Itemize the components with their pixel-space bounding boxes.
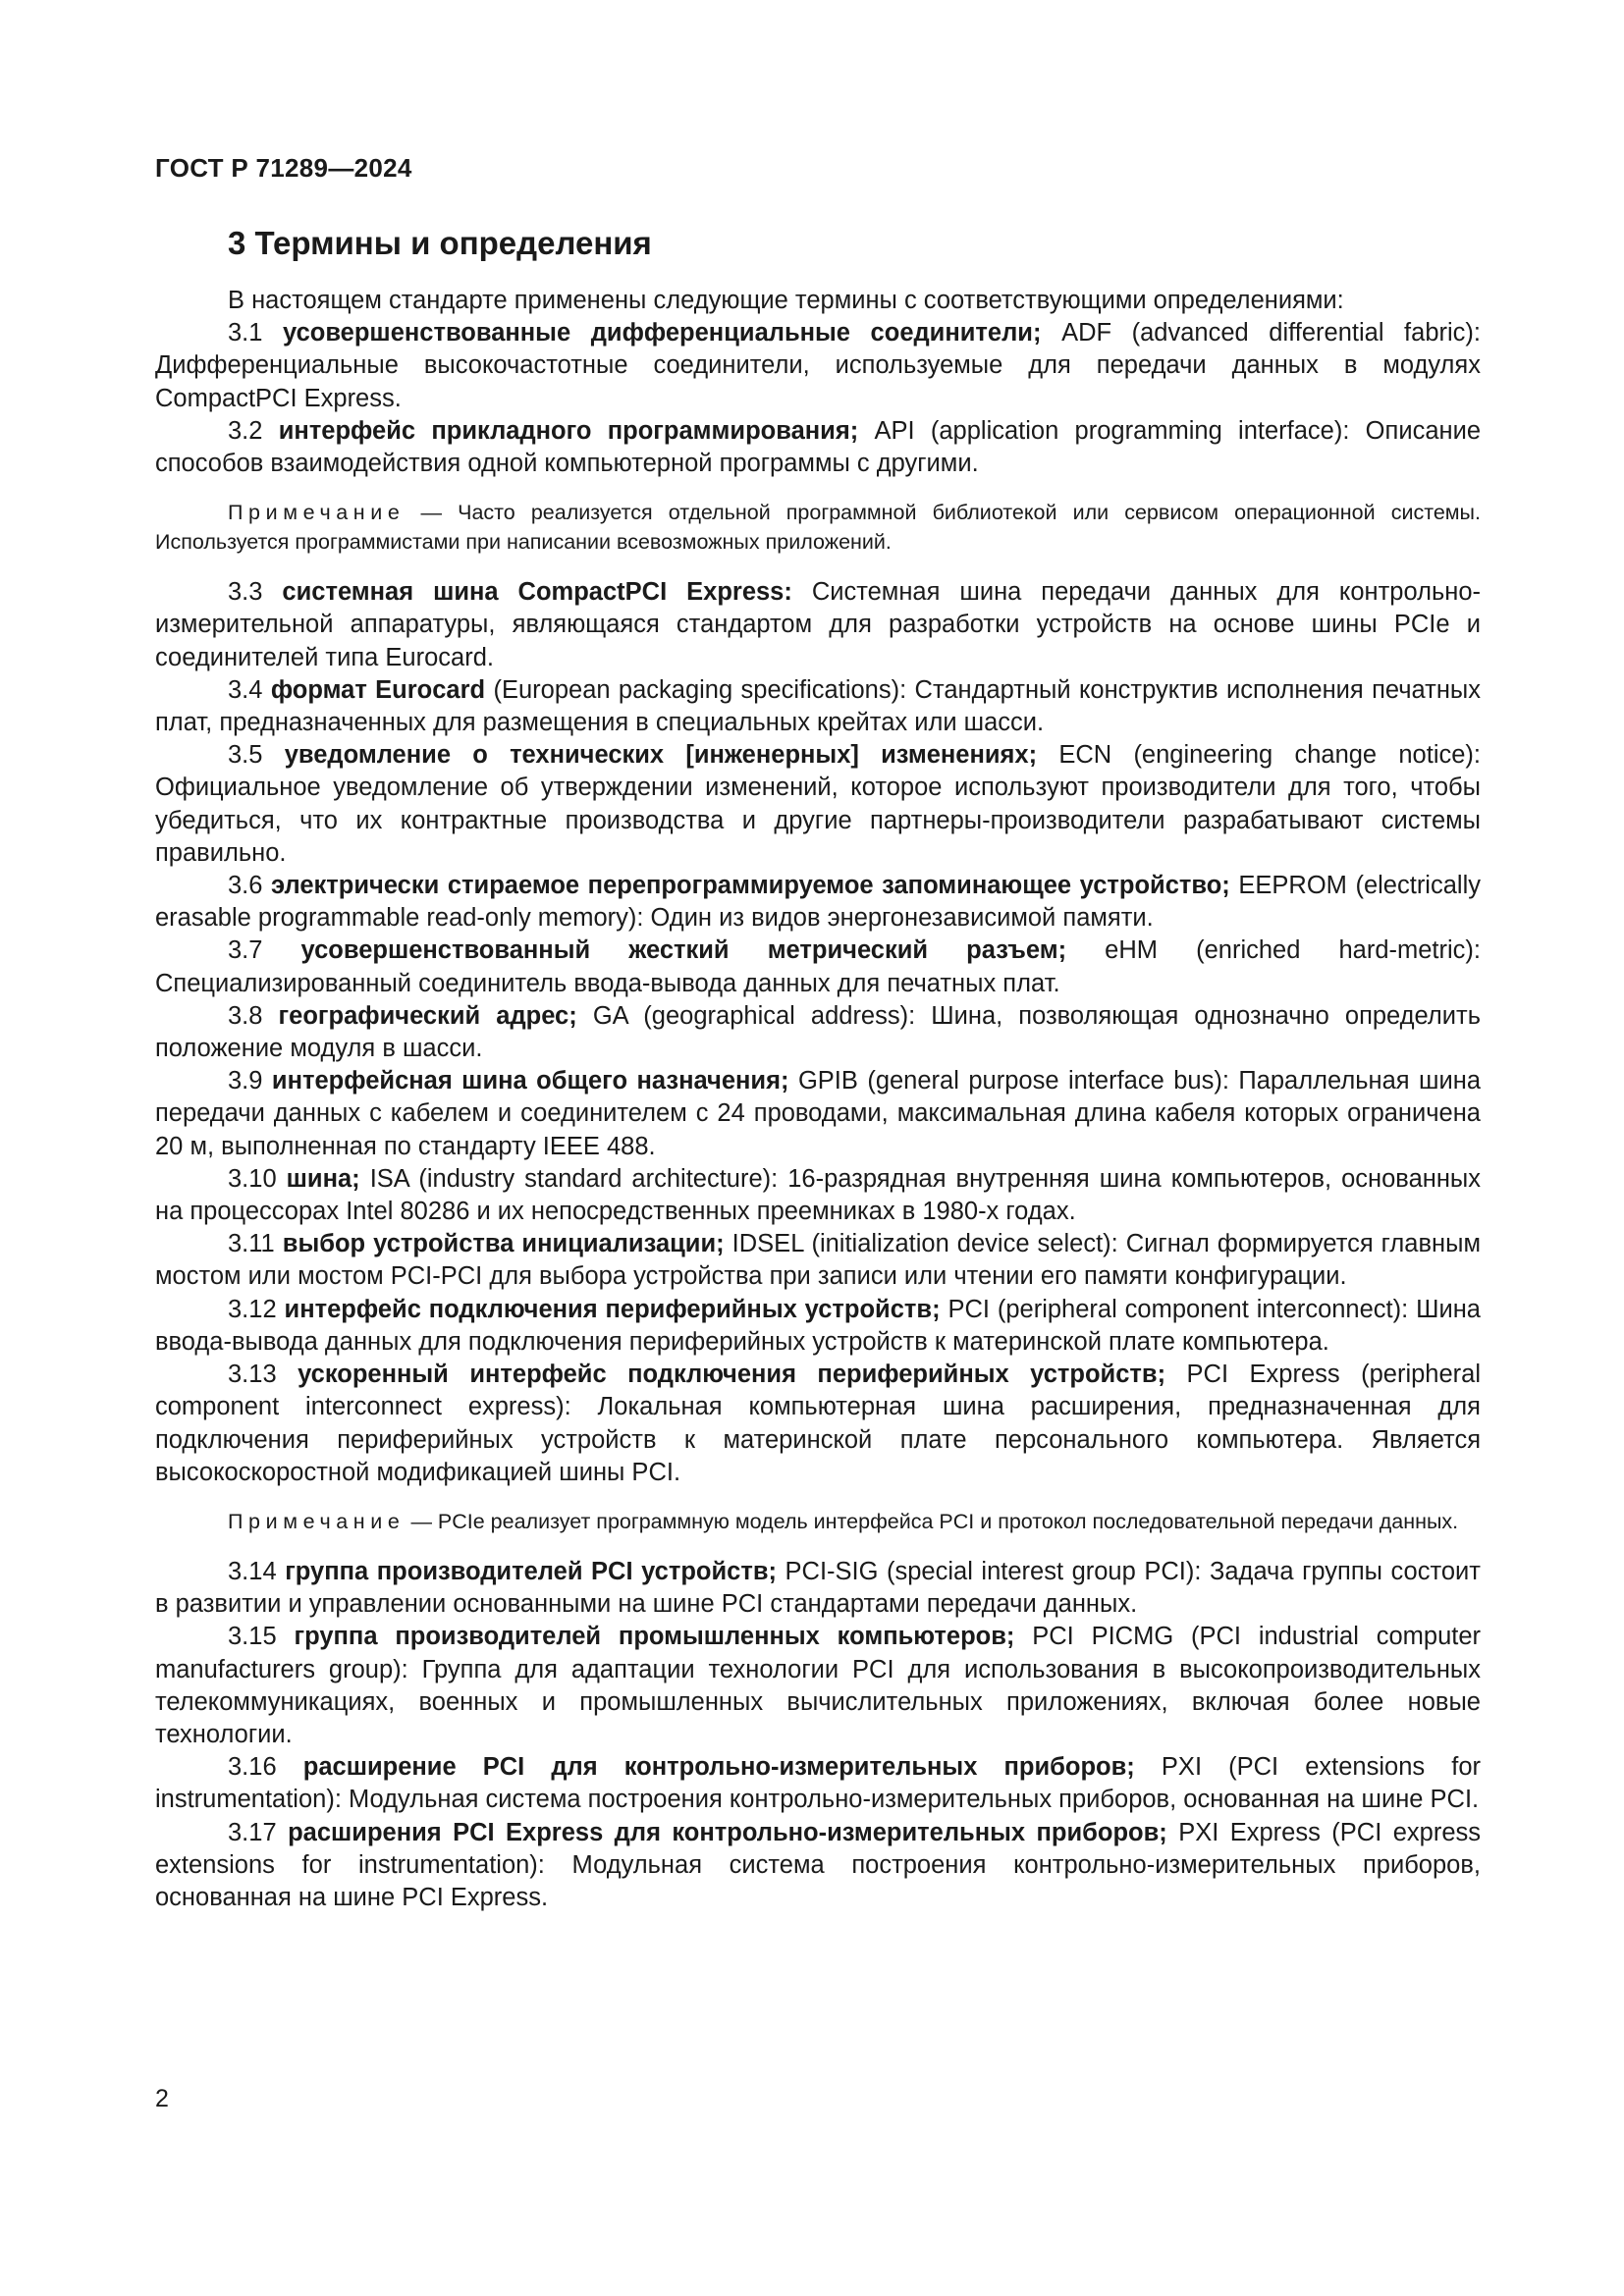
term-entry-3-6	[155, 870, 1481, 934]
note-text: — PCIe реализует программную модель интерфейса PCI и протокол последовательной передачи данных.	[410, 1509, 1459, 1533]
term-definition: (European packaging specifications): Стандартный конструктив исполнения печатных плат, предназначенных для размещения в специальных крейтах или шасси.	[155, 675, 1481, 737]
term-number: 3.6	[228, 872, 263, 900]
term-name: шина;	[286, 1164, 360, 1193]
term-definition: eHM (enriched hard-metric): Специализированный соединитель ввода-вывода данных для печатных плат.	[155, 936, 1482, 997]
intro-paragraph: В настоящем стандарте применены следующие термины с соответствующими определениями:	[228, 287, 1344, 314]
page-number: 2	[155, 2085, 169, 2112]
term-entry-3-11	[155, 1228, 1481, 1293]
term-number: 3.15	[228, 1623, 277, 1651]
term-entry-3-4	[155, 674, 1481, 739]
section-title: 3 Термины и определения	[228, 225, 652, 261]
term-number: 3.13	[228, 1361, 277, 1389]
term-number: 3.8	[228, 1001, 263, 1030]
term-definition: PCI (peripheral component interconnect): Шина ввода-вывода данных для подключения периферийных устройств к материнской плате компьютера.	[155, 1295, 1481, 1356]
note-after-3-2	[155, 498, 1481, 557]
term-number: 3.5	[228, 741, 263, 770]
term-entry-3-7	[155, 934, 1481, 999]
term-name: расширения PCI Express для контрольно-измерительных приборов;	[288, 1818, 1167, 1846]
term-definition: PCI-SIG (special interest group PCI): Задача группы состоит в развитии и управлении основанными на шине PCI стандартами передачи данных.	[155, 1557, 1481, 1619]
term-definition: IDSEL (initialization device select): Сигнал формируется главным мостом или мостом PCI-PCI для выбора устройства при записи или чтении его памяти конфигурации.	[155, 1230, 1481, 1291]
term-name: географический адрес;	[278, 1001, 577, 1030]
term-name: интерфейс прикладного программирования;	[278, 416, 859, 445]
term-definition: ADF (advanced differential fabric): Дифференциальные высокочастотные соединители, используемые для передачи данных в модулях CompactPCI Express.	[155, 319, 1481, 412]
term-number: 3.17	[228, 1818, 277, 1846]
term-definition: Системная шина передачи данных для контрольно-измерительной аппаратуры, являющаяся стандартом для разработки устройств на основе шины PCIe и соединителей типа Eurocard.	[155, 578, 1481, 671]
note-label: Примечание	[228, 1509, 406, 1533]
term-name: группа производителей PCI устройств;	[285, 1557, 777, 1585]
term-entry-3-5	[155, 739, 1481, 870]
term-entry-3-2	[155, 415, 1481, 480]
term-name: усовершенствованные дифференциальные соединители;	[283, 319, 1042, 347]
term-definition: PXI Express (PCI express extensions for instrumentation): Модульная система построения контрольно-измерительных приборов, основанная на шине PCI Express.	[155, 1818, 1481, 1911]
term-name: выбор устройства инициализации;	[282, 1230, 725, 1258]
term-definition: GA (geographical address): Шина, позволяющая однозначно определить положение модуля в шасси.	[155, 1001, 1481, 1063]
term-number: 3.4	[228, 675, 263, 704]
term-entry-3-17	[155, 1817, 1481, 1915]
note-label: Примечание	[228, 501, 406, 525]
term-definition: ECN (engineering change notice): Официальное уведомление об утверждении изменений, которое используют производители для того, чтобы убедиться, что их контрактные производства и другие партнеры-производители разрабатывают системы правильно.	[155, 741, 1481, 867]
term-definition: API (application programming interface): Описание способов взаимодействия одной компьютерной программы с другими.	[155, 416, 1482, 478]
term-definition: PXI (PCI extensions for instrumentation): Модульная система построения контрольно-измерительных приборов, основанная на шине PCI.	[155, 1753, 1481, 1814]
term-entry-3-13	[155, 1359, 1481, 1489]
term-definition: PCI Express (peripheral component interconnect express): Локальная компьютерная шина расширения, предназначенная для подключения периферийных устройств к материнской плате персонального компьютера. Является высокоскоростной модификацией шины PCI.	[155, 1361, 1481, 1486]
term-number: 3.12	[228, 1295, 277, 1323]
term-number: 3.2	[228, 416, 263, 445]
note-text: — Часто реализуется отдельной программной библиотекой или сервисом операционной системы. Используется программистами при написании всевозможных приложений.	[155, 501, 1481, 555]
standard-code-header: ГОСТ Р 71289—2024	[155, 153, 412, 183]
term-number: 3.14	[228, 1557, 277, 1585]
term-name: ускоренный интерфейс подключения периферийных устройств;	[298, 1361, 1166, 1389]
term-name: усовершенствованный жесткий метрический разъем;	[300, 936, 1067, 965]
term-entry-3-1	[155, 317, 1481, 415]
term-definition: ISA (industry standard architecture): 16-разрядная внутренняя шина компьютеров, основанных на процессорах Intel 80286 и их непосредственных преемниках в 1980-х годах.	[155, 1164, 1481, 1226]
term-name: формат Eurocard	[270, 675, 486, 704]
term-entry-3-15	[155, 1621, 1481, 1751]
document-content	[155, 224, 1481, 1914]
term-number: 3.7	[228, 936, 263, 965]
term-number: 3.1	[228, 319, 263, 347]
note-after-3-13	[155, 1507, 1481, 1536]
term-name: уведомление о технических [инженерных] изменениях;	[284, 741, 1038, 770]
term-name: расширение PCI для контрольно-измерительных приборов;	[302, 1753, 1135, 1782]
term-definition: GPIB (general purpose interface bus): Параллельная шина передачи данных с кабелем и соединителем с 24 проводами, максимальная длина кабеля которых ограничена 20 м, выполненная по стандарту IEEE 488.	[155, 1067, 1481, 1160]
term-entry-3-12	[155, 1294, 1481, 1359]
term-number: 3.11	[228, 1230, 275, 1258]
term-entry-3-3	[155, 576, 1481, 674]
term-entry-3-14	[155, 1556, 1481, 1621]
term-number: 3.9	[228, 1067, 263, 1095]
term-definition: PCI PICMG (PCI industrial computer manufacturers group): Группа для адаптации технологии PCI для использования в высокопроизводительных телекоммуникациях, военных и промышленных вычислительных приложениях, включая более новые технологии.	[155, 1623, 1482, 1748]
term-number: 3.10	[228, 1164, 277, 1193]
term-name: интерфейсная шина общего назначения;	[271, 1067, 789, 1095]
term-number: 3.3	[228, 578, 263, 607]
term-definition: EEPROM (electrically erasable programmable read-only memory): Один из видов энергонезависимой памяти.	[155, 872, 1481, 933]
term-entry-3-10	[155, 1163, 1481, 1228]
term-name: группа производителей промышленных компьютеров;	[294, 1623, 1015, 1651]
term-entry-3-8	[155, 1000, 1481, 1065]
term-name: электрически стираемое перепрограммируемое запоминающее устройство;	[271, 872, 1230, 900]
term-name: интерфейс подключения периферийных устройств;	[284, 1295, 941, 1323]
term-name: системная шина CompactPCI Express:	[282, 578, 792, 607]
term-number: 3.16	[228, 1753, 277, 1782]
term-entry-3-16	[155, 1751, 1481, 1816]
term-entry-3-9	[155, 1065, 1481, 1163]
